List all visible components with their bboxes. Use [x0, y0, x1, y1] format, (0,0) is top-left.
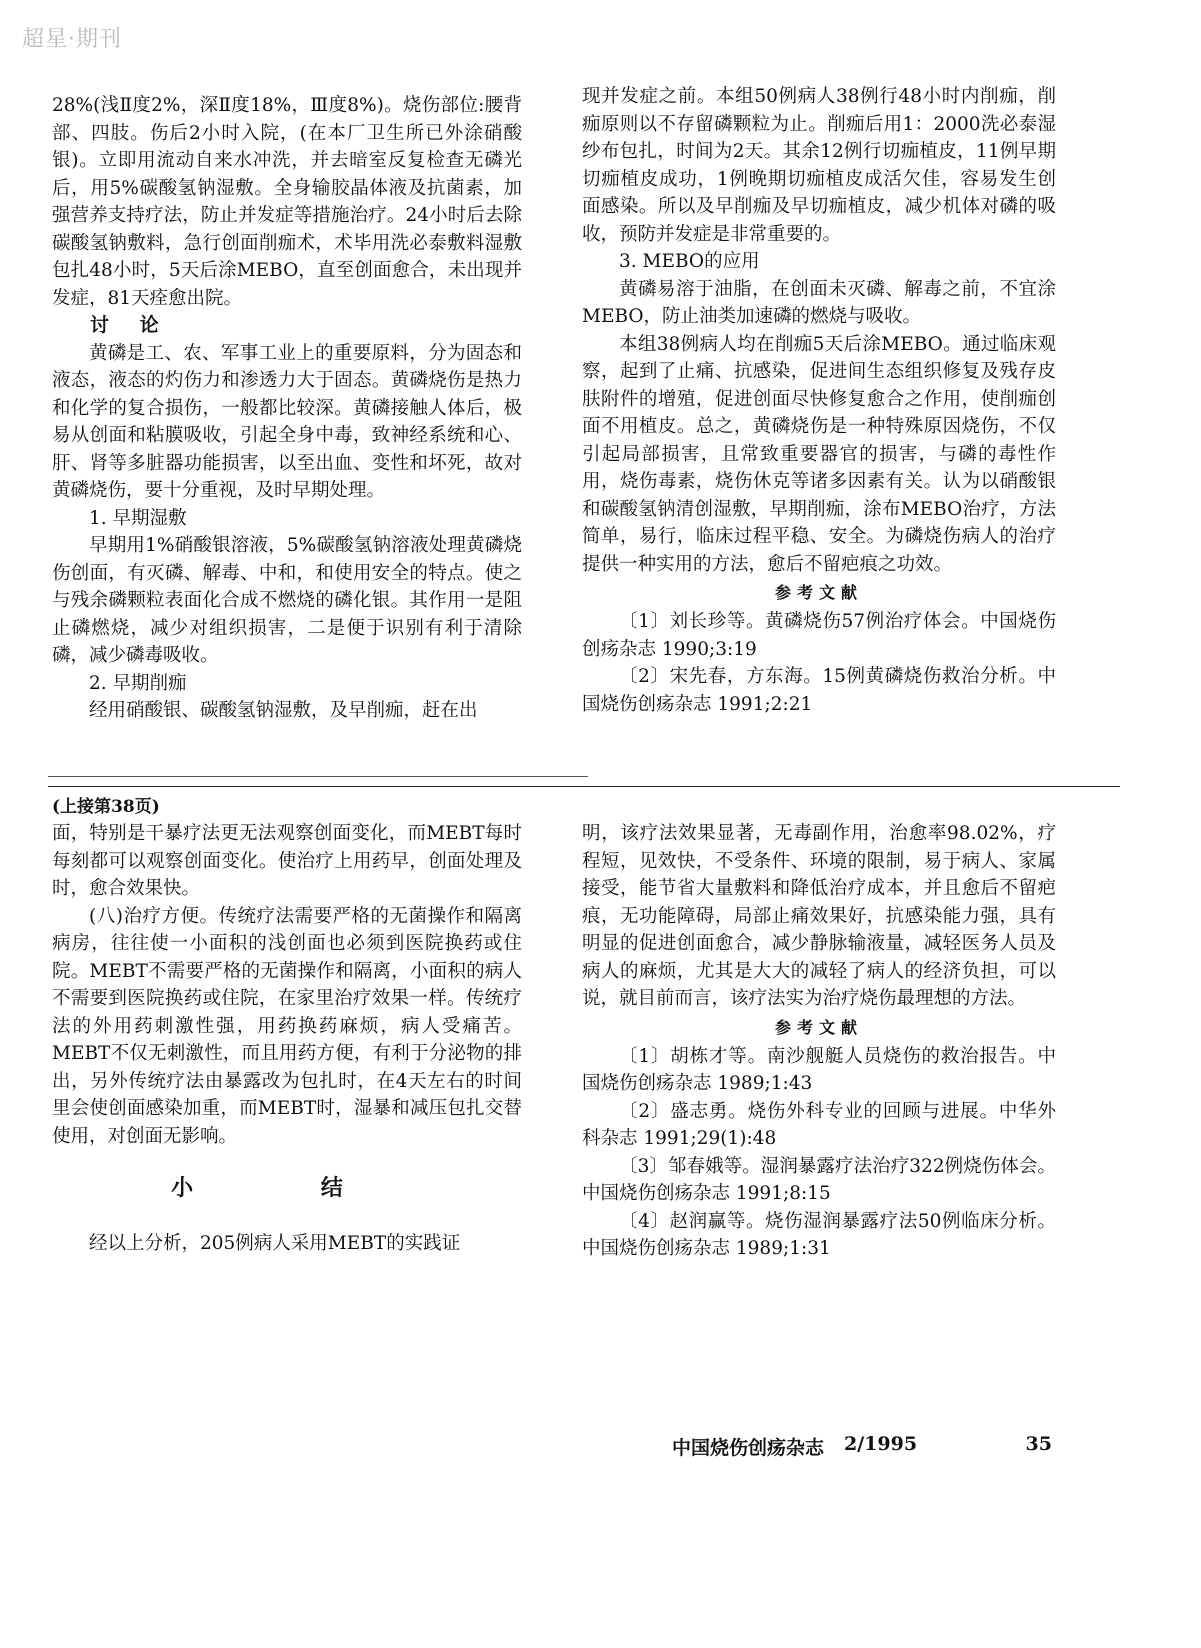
section-2-text: 经用硝酸银、碳酸氢钠湿敷，及早削痂，赶在出: [89, 700, 478, 721]
section-1-text: 早期用1%硝酸银溶液，5%碳酸氢钠溶液处理黄磷烧伤创面，有灭磷、解毒、中和，和使用安全的特点。使之与残余磷颗粒表面化合成不燃烧的磷化银。其作用一是阻止磷燃烧，减少对组织损害，二是便于识别有利于清除磷，减少磷毒吸收。: [52, 535, 522, 666]
references-title: 参考文献: [774, 1017, 863, 1037]
reference-item: 〔4〕赵润赢等。烧伤湿润暴露疗法50例临床分析。中国烧伤创疡杂志 1989;1:31: [582, 1210, 1056, 1259]
section-3-heading: 3. MEBO的应用: [619, 251, 760, 272]
section-3-text-2: 本组38例病人均在削痂5天后涂MEBO。通过临床观察，起到了止痛、抗感染，促进间生态组织修复及残存皮肤附件的增殖，促进创面尽快修复愈合之作用，使削痂创面不用植皮。总之，黄磷烧伤是一种特殊原因烧伤，不仅引起局部损害，且常致重要器官的损害，与磷的毒性作用，烧伤毒素，烧伤休克等诸多因素有关。认为以硝酸银和碳酸氢钠清创湿敷，早期削痂，涂布MEBO治疗，方法简单，易行，临床过程平稳、安全。为磷烧伤病人的治疗提供一种实用的方法，愈后不留疤痕之功效。: [582, 333, 1056, 575]
discussion-heading: 讨 论: [90, 314, 171, 336]
reference-item: 〔1〕刘长珍等。黄磷烧伤57例治疗体会。中国烧伤创疡杂志 1990;3:19: [582, 611, 1056, 660]
reference-item: 〔2〕盛志勇。烧伤外科专业的回顾与进展。中华外科杂志 1991;29(1):48: [582, 1100, 1056, 1149]
bottom-paragraph-2: (八)治疗方便。传统疗法需要严格的无菌操作和隔离病房，往往使一小面积的浅创面也必须到医院换药或住院。MEBT不需要严格的无菌操作和隔离，小面积的病人不需要到医院换药或住院，在家里治疗效果一样。传统疗法的外用药刺激性强，用药换药麻烦，病人受痛苦。MEBT不仅无刺激性，而且用药方便，有利于分泌物的排出，另外传统疗法由暴露改为包扎时，在4天左右的时间里会使创面感染加重，而MEBT时，湿暴和减压包扎交替使用，对创面无影响。: [52, 905, 522, 1147]
reference-item: 〔2〕宋先春，方东海。15例黄磷烧伤救治分析。中国烧伤创疡杂志 1991;2:21: [582, 666, 1056, 715]
top-left-column: [52, 92, 522, 725]
reference-item: 〔3〕邹春娥等。湿润暴露疗法治疗322例烧伤体会。中国烧伤创疡杂志 1991;8:15: [582, 1155, 1056, 1204]
column-end-rule: [48, 776, 588, 777]
issue-number: 2/1995: [844, 1433, 918, 1455]
case-paragraph: 28%(浅Ⅱ度2%，深Ⅱ度18%，Ⅲ度8%)。烧伤部位:腰背部、四肢。伤后2小时入院，(在本厂卫生所已外涂硝酸银)。立即用流动自来水冲洗，并去暗室反复检查无磷光后，用5%碳酸氢钠湿敷。全身输胶晶体液及抗菌素，加强营养支持疗法，防止并发症等措施治疗。24小时后去除碳酸氢钠敷料，急行创面削痂术，术毕用洗必泰敷料湿敷包扎48小时，5天后涂MEBO，直至创面愈合，未出现并发症，81天痊愈出院。: [52, 95, 522, 309]
bottom-paragraph-1: 面，特别是干暴疗法更无法观察创面变化，而MEBT每时每刻都可以观察创面变化。使治疗上用药早，创面处理及时，愈合效果快。: [52, 823, 522, 899]
section-3-text-1: 黄磷易溶于油脂，在创面未灭磷、解毒之前，不宜涂MEBO，防止油类加速磷的燃烧与吸收。: [582, 278, 1056, 327]
discussion-intro: 黄磷是工、农、军事工业上的重要原料，分为固态和液态，液态的灼伤力和渗透力大于固态。黄磷烧伤是热力和化学的复合损伤，一般都比较深。黄磷接触人体后，极易从创面和粘膜吸收，引起全身中毒，致神经系统和心、肝、肾等多脏器功能损害，以至出血、变性和坏死，故对黄磷烧伤，要十分重视，及时早期处理。: [52, 342, 522, 501]
section-1-heading: 1. 早期湿敷: [89, 507, 187, 529]
section-2-heading: 2. 早期削痂: [89, 672, 187, 694]
section-2-continued: 现并发症之前。本组50例病人38例行48小时内削痂，削痂原则以不存留磷颗粒为止。削痂后用1：2000洗必泰湿纱布包扎，时间为2天。其余12例行切痂植皮，11例早期切痂植皮成功，1例晚期切痂植皮成活欠佳，容易发生创面感染。所以及早削痂及早切痂植皮，减少机体对磷的吸收，预防并发症是非常重要的。: [582, 86, 1056, 245]
bottom-left-column: [52, 794, 522, 1258]
summary-text: 经以上分析，205例病人采用MEBT的实践证: [89, 1233, 461, 1254]
summary-heading: 小 结: [171, 1175, 403, 1201]
bottom-right-column: [582, 820, 1056, 1263]
continuation-note: (上接第38页): [52, 797, 160, 817]
references-title: 参考文献: [774, 583, 863, 602]
reference-item: 〔1〕胡栋才等。南沙舰艇人员烧伤的救治报告。中国烧伤创疡杂志 1989;1:43: [582, 1045, 1056, 1094]
journal-name: 中国烧伤创疡杂志: [672, 1437, 825, 1459]
article-divider: [48, 786, 1120, 787]
watermark: 超星·期刊: [22, 27, 122, 52]
page-number: 35: [1025, 1433, 1052, 1455]
top-right-column: [582, 83, 1056, 718]
page-footer: [672, 1433, 1052, 1460]
bottom-right-paragraph: 明，该疗法效果显著，无毒副作用，治愈率98.02%，疗程短，见效快，不受条件、环境的限制，易于病人、家属接受，能节省大量敷料和降低治疗成本，并且愈后不留疤痕，无功能障碍，局部止痛效果好，抗感染能力强，具有明显的促进创面愈合，减少静脉输液量，减轻医务人员及病人的麻烦，尤其是大大的减轻了病人的经济负担，可以说，就目前而言，该疗法实为治疗烧伤最理想的方法。: [582, 823, 1056, 1009]
